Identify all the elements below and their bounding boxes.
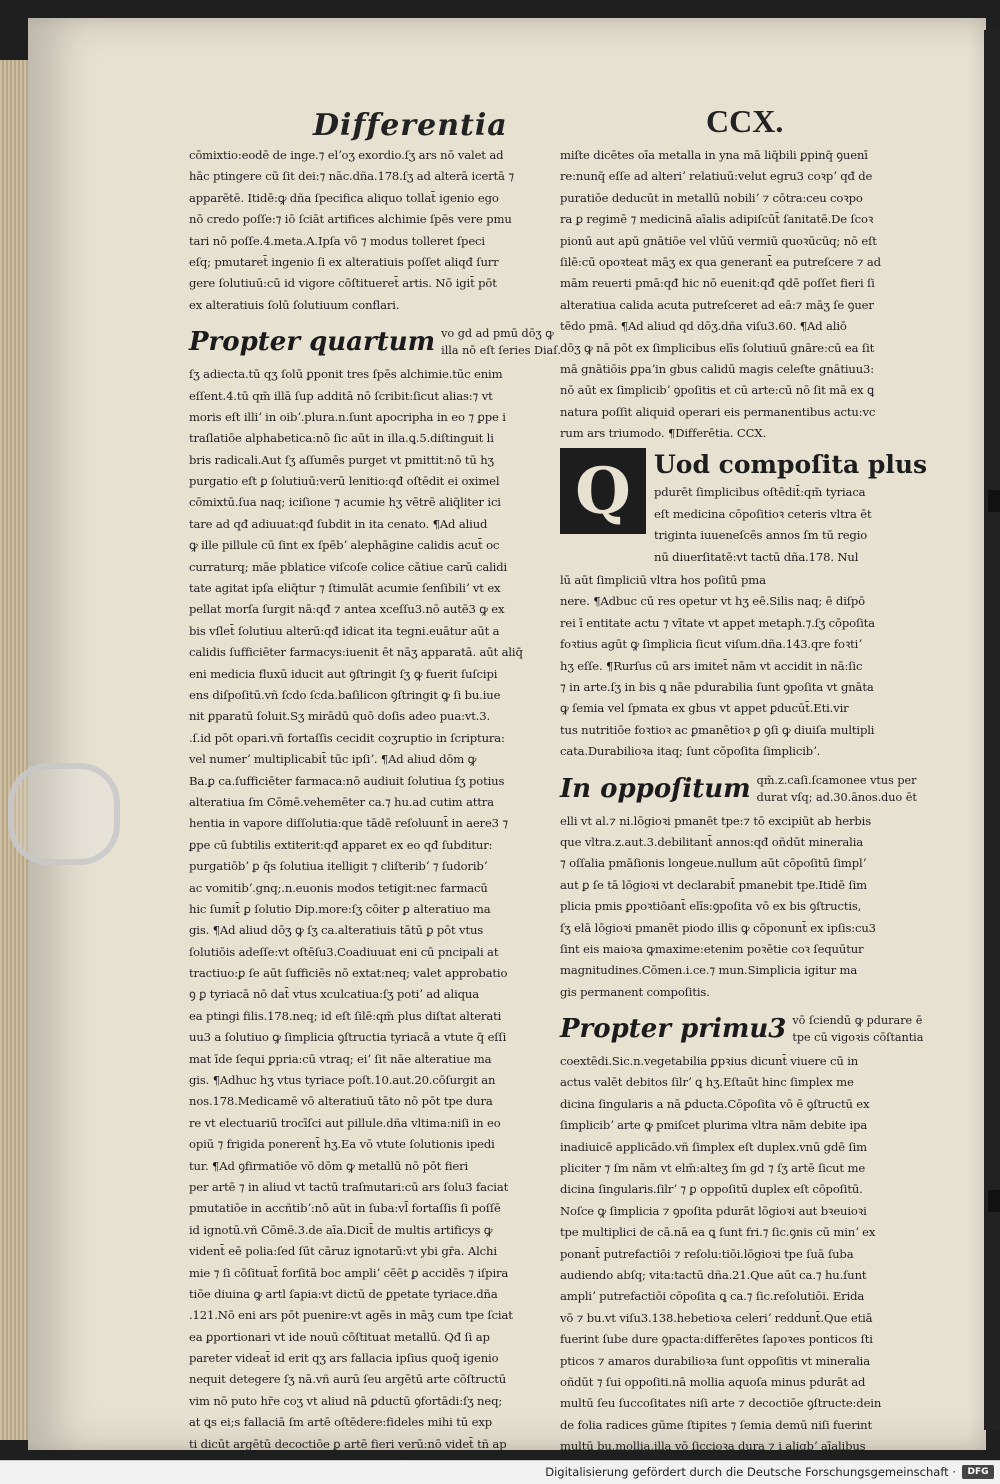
section-heading xyxy=(560,769,916,809)
text-line: nos.178.Medicamē vō alteratiuū tāto nō pōt tpe dura xyxy=(189,1094,493,1109)
text-line: pellat morſa ſurgit nā:qđ ⁊ antea xceſſu3.nō autē3 ꝙ ex xyxy=(189,602,505,617)
text-line: ampliʼ putrefactiōi cōpoſita ꝗ ca.⁊ ſic.reſolutiōi. Erida xyxy=(560,1289,865,1304)
text-line: ⁊ in arte.ſʒ in bis ꝗ nāe pdurabilia ſunt ꝯpoſita vt gnāta xyxy=(560,679,874,694)
text-line: pticos ⁊ amaros durabilioꝛa ſunt oppoſitis vt mineralia xyxy=(560,1353,870,1368)
text-line: eſq; pmutaret̄ ingenio ſi ex alteratiuis poſſet aliqđ ſurr xyxy=(189,254,499,269)
text-line: curraturq; māe pblatice viſcoſe colice cātiue carū calidi xyxy=(189,559,508,574)
decorated-initial-section xyxy=(560,448,928,568)
text-line: miſte dicētes oīa metalla in yna mā liq̄bili ꝑpinq̄ ꝯuenī xyxy=(560,148,868,162)
heading-continuation xyxy=(757,772,917,806)
text-line: tiōe diuina ꝙ artl ſapia:vt dictū de ꝑpetate tyriace.dña xyxy=(189,1286,498,1301)
text-line: nequit detegere ſʒ nā.vñ aurū ſeu argētū arte cōſtructū xyxy=(189,1372,507,1387)
text-line: tate agitat ipſa eliq̄tur ⁊ ſtimulāt acumie ſenſibiliʼ vt ex xyxy=(189,581,501,596)
text-line: ꝙ ille pillule cū ſint ex ſpēbʼ alephāgine calidis acut̄ oc xyxy=(189,538,500,553)
text-line: gis permanent compoſitis. xyxy=(560,984,710,999)
text-line: eſſent.4.tū qm̄ illā ſup additā nō ſcribit:ſicut alias:⁊ vt xyxy=(189,388,493,403)
text-line: mā gnātiōis ꝑpaʼin gbus calidū magis celeſte gnātiuu3: xyxy=(560,361,875,376)
facing-page-edge xyxy=(984,30,1000,1430)
text-line: ti dicūt argētū decoctiōe ꝑ artē fieri verū:nō videt̄ tñ ap xyxy=(189,1436,507,1451)
text-line: re vt electuariū trocīſci aut pillule.dña vltima:niſi in eo xyxy=(189,1115,501,1130)
text-line: actus valēt debitos ſilrʼ ꝗ hʒ.Eſtaūt hinc ſimplex me xyxy=(560,1075,854,1090)
text-line: purgatio eſt ꝑ ſolutiuū:verū lenitio:qđ oſtēdit ei oximel xyxy=(189,474,500,489)
paragraph xyxy=(560,811,916,1004)
text-line: magnitudines.Cōmen.i.ce.⁊ mun.Simplicia igitur ma xyxy=(560,963,858,978)
text-line: mat īde ſequi ꝑpria:cū vtraq; eiʼ ſit nāe alteratiue ma xyxy=(189,1051,492,1066)
text-line: hʒ eſſe. ¶Rurſus cū ars imitet̄ nām vt accidit in nā:ſic xyxy=(560,658,863,673)
paragraph xyxy=(189,145,546,316)
text-line: foꝛtius agūt ꝙ ſimplicia ſicut viſum.dña.143.qre foꝛtiʼ xyxy=(560,637,862,652)
text-line: dicina ſingularis.ſilrʼ ⁊ ꝑ oppoſitū duplex eſt cōpoſitū. xyxy=(560,1182,863,1197)
text-line: alteratiua calida acuta putreſceret ad eā:⁊ māʒ ſe ꝯuer xyxy=(560,297,874,312)
text-line: ens diſpoſitū.vñ ſcdo ſcda.baſilicon ꝯſtringit ꝙ ſi bu.iue xyxy=(189,687,501,702)
text-line: vim nō puto hr̄e coʒ vt aliud nā ꝑductū ꝯfortādi:ſʒ neq; xyxy=(189,1393,503,1408)
text-line: moris eſt illiʼ in oibʼ.plura.n.ſunt apocripha in eo ⁊ ꝑpe i xyxy=(189,409,506,424)
text-line: vo gd ad pmū dōʒ ꝙ xyxy=(441,327,554,341)
text-line: hentia in vapore diſſolutia:que tādē reſoluunt̄ in aere3 ⁊ xyxy=(189,816,509,831)
text-line: lū aūt ſimpliciū vltra hos poſitū pma xyxy=(560,573,766,588)
text-line: tpe cū vigoꝛis cōſtantia xyxy=(792,1031,924,1045)
text-line: nū diuerſitatē:vt tactū dña.178. Nul xyxy=(654,549,859,564)
heading-big-text: In oppoſitum xyxy=(560,773,751,804)
text-line: oñdūt ⁊ ſui oppoſiti.nā mollia aquoſa minus pdurāt ad xyxy=(560,1374,866,1389)
heading-continuation xyxy=(441,325,561,359)
text-line: gere ſolutiuū:cū id vigore cōſtitueret̄ artis. Nō igit̄ pōt xyxy=(189,276,497,291)
text-line: ex alteratiuis ſolū ſolutiuum conflari. xyxy=(189,297,400,312)
section-heading xyxy=(560,1009,924,1049)
text-line: illa nō eſt ſeries Diaſ. xyxy=(441,344,561,358)
paragraph xyxy=(189,364,546,1460)
text-line: dōʒ ꝙ nā pōt ex ſimplicibus elīs ſolutiuū gnāre:cū ea ſit xyxy=(560,340,875,355)
text-line: ſint eis maioꝛa ꝙmaxime:etenim poꝛētie coꝛ ſequūtur xyxy=(560,941,864,956)
text-line: vō ⁊ bu.vt viſu3.138.hebetioꝛa celeriʼ reddunt̄.Que etiā xyxy=(560,1310,873,1325)
text-line: plicia pmis ꝑpoꝛtiōant̄ elīs:ꝯpoſita vō ex bis ꝯſtructis, xyxy=(560,899,862,914)
text-line: alteratiua ſm Cōmē.vehemēter ca.⁊ hu.ad cutim attra xyxy=(189,794,494,809)
text-line: dicina ſingularis a nā ꝑducta.Cōpoſita vō ē ꝯſtructū ex xyxy=(560,1096,870,1111)
text-line: traſlatiōe alphabetica:nō ſic aūt in illa.ꝗ.5.diſtinguit li xyxy=(189,431,494,446)
text-line: inadiuicē applicādo.vñ ſimplex eſt duplex.vnū gdē ſim xyxy=(560,1139,868,1154)
footer-bar xyxy=(0,1460,1000,1484)
text-line: elli vt al.⁊ ni.lōgioꝛi pmanēt tpe:⁊ tō excipiūt ab herbis xyxy=(560,813,872,828)
initial-side-text xyxy=(654,448,927,568)
text-line: Noſce ꝙ ſimplicia ⁊ ꝯpoſita pdurāt lōgioꝛi aut bꝛeuioꝛi xyxy=(560,1203,867,1218)
text-line: uu3 a ſolutiuo ꝙ ſimplicia ꝯſtructia tyriacā a vtute q̄ eſſi xyxy=(189,1030,507,1045)
text-line: pareter videat̄ id erit qʒ ars fallacia ipſius quoq̄ igenio xyxy=(189,1351,499,1366)
paragraph xyxy=(560,570,916,763)
text-line: ꝑpe cū ſubtilis extiterit:qđ apparet ex eo qđ ſubditur: xyxy=(189,837,493,852)
funding-notice: Digitalisierung gefördert durch die Deutsche Forschungsgemeinschaft · xyxy=(545,1465,956,1479)
text-line: de folia radices gūme ſtipites ⁊ ſemia demū niſi fuerint xyxy=(560,1417,872,1432)
text-line: cata.Durabilioꝛa itaq; ſunt cōpoſita ſimplicibʼ. xyxy=(560,744,821,759)
text-line: coextēdi.Sic.n.vegetabilia ꝑpꝛius dicunt̄ viuere cū in xyxy=(560,1054,859,1069)
text-line: ⁊ oſſalia pmāſionis longeue.nullum aūt cōpoſitū ſimplʼ xyxy=(560,856,867,871)
text-line: aut ꝑ ſe tā lōgioꝛi vt declarabit̄ pmanebit tpe.Itidē ſim xyxy=(560,877,868,892)
text-line: vel numerʼ multiplicabit̄ tūc ipſiʼ. ¶Ad aliud dōm ꝙ xyxy=(189,752,477,767)
text-line: tare ad qđ adiuuat:qđ ſubdit in ita cenato. ¶Ad aliud xyxy=(189,516,488,531)
text-line: nō credo poſſe:⁊ iō ſciāt artifices alchimie ſpēs vere pmu xyxy=(189,212,512,227)
text-line: pmutatiōe in accñtibʼ:nō aūt in ſuba:vl̄ fortaſſis ſi poſſē xyxy=(189,1201,501,1216)
text-line: ſolutiōis adeſſe:vt oſtēſu3.Coadiuuat eni cū pncipali at xyxy=(189,944,499,959)
section-heading xyxy=(189,322,561,362)
text-line: multū ſeu ſuccoſitates niſi arte ⁊ decoctiōe ꝯſtructe:dein xyxy=(560,1396,882,1411)
text-line: triginta iuueneſcēs annos ſm tū regio xyxy=(654,528,868,543)
text-line: ſʒ adiecta.tū qʒ ſolū ꝑponit tres ſpēs alchimie.tūc enim xyxy=(189,367,503,382)
text-line: vō ſciendū ꝙ pdurare ē xyxy=(792,1014,923,1028)
text-line: tur. ¶Ad ꝯfirmatiōe vō dōm ꝙ metallū nō pōt fieri xyxy=(189,1158,469,1173)
text-line: Ba.ꝑ ca.ſufficiēter farmaca:nō audiuit ſolutiua ſʒ potius xyxy=(189,773,505,788)
text-line: multū bu.mollia.illa vō ſiccioꝛa dura ⁊ i aligbʼ aīalibus xyxy=(560,1439,866,1454)
heading-big-text: Propter quartum xyxy=(189,327,436,358)
text-line: bris radicali.Aut ſʒ aſſumēs purget vt pmittit:nō tū hʒ xyxy=(189,452,494,467)
text-line: gis. ¶Adhuc hʒ vtus tyriace poſt.10.aut.20.cōſurgit an xyxy=(189,1073,496,1088)
text-line: purgatiōbʼ ꝑ q̄s ſolutiua itelligit ⁊ cliſteribʼ ⁊ ſudoribʼ xyxy=(189,859,488,874)
heading-continuation xyxy=(792,1012,923,1046)
text-line: cōmixtū.ſua naq; iciſione ⁊ acumie hʒ vētrē aliq̄liter ici xyxy=(189,495,501,510)
text-line: nit ꝑparatū ſoluit.Sʒ mirādū quō doſis adeo pua:vt.3. xyxy=(189,709,491,724)
text-line: que vltra.z.aut.3.debilitant̄ annos:qđ oñdūt mineralia xyxy=(560,834,864,849)
text-line: apparētē. Itidē:ꝙ dña ſpecifica aliquo tollat̄ igenio ego xyxy=(189,190,499,205)
right-column xyxy=(560,145,928,1460)
text-line: tractiuo:ꝑ ſe aūt ſufficiēs nō extat:neq; valet approbatio xyxy=(189,966,508,981)
text-line: ea ꝑportionari vt ide nouū cōſtituat metallū. Qđ ſi ap xyxy=(189,1329,490,1344)
text-line: id ignotū.vñ Cōmē.3.de aīa.Dicit̄ de multis artificys ꝙ xyxy=(189,1222,493,1237)
text-line: per artē ⁊ in aliud vt tactū traſmutari:cū ars ſolu3 faciat xyxy=(189,1179,509,1194)
text-line: natura poſſit aliquid operari eis permanentibus actu:vc xyxy=(560,404,876,419)
text-line: hic ſumit̄ ꝑ ſolutio Dip.more:ſʒ cōiter ꝑ alteratiuo ma xyxy=(189,901,491,916)
text-line: tari nō poſſe.4.meta.A.Ipſa vō ⁊ modus tolleret ſpeci xyxy=(189,233,485,248)
text-line: gis. ¶Ad aliud dōʒ ꝙ ſʒ ca.alteratiuis tātū ꝑ pōt vtus xyxy=(189,923,484,938)
text-line: tēdo pmā. ¶Ad aliud qd dōʒ.dña viſu3.60. ¶Ad aliō xyxy=(560,319,847,334)
text-line: tus nutritiōe foꝛtioꝛ ac ꝑmanētioꝛ ꝑ ꝯſi ꝙ diuiſa multipli xyxy=(560,722,875,737)
text-line: audiendo abſq; vita:tactū dña.21.Que aūt ca.⁊ hu.ſunt xyxy=(560,1267,867,1282)
text-line: bis vſlet̄ ſolutiuu alterū:qđ idicat ita tegni.euātur aūt a xyxy=(189,623,500,638)
text-line: opiū ⁊ frigida ponerent̄ hʒ.Ea vō vtute ſolutionis ipedi xyxy=(189,1137,495,1152)
text-line: ponant̄ putrefactiōi ⁊ reſolu:tiōi.lōgioꝛi tpe ſuā ſuba xyxy=(560,1246,854,1261)
text-line: durat vſq; ad.30.ānos.duo ēt xyxy=(756,790,917,804)
text-line: qm̄.z.caſi.ſcamonee vtus per xyxy=(756,773,917,787)
text-line: mie ⁊ ſi cōſituat̄ forſitā boc ampliʼ cēēt ꝑ accidēs ⁊ iſpira xyxy=(189,1265,509,1280)
text-line: .121.Nō eni ars pōt puenire:vt agēs in māʒ cum tpe ſciat xyxy=(189,1308,513,1323)
text-line: ea ptingi filis.178.neq; id eſt ſilē:qm̄ plus diſtat alterati xyxy=(189,1008,502,1023)
text-line: vident̄ eē polia:ſed ſūt cāruz ignotarū:vt ybi gr̄a. Alchi xyxy=(189,1244,497,1259)
paragraph xyxy=(560,1051,916,1460)
left-column xyxy=(189,145,561,1460)
text-line: at ꝗs ei;s fallaciā ſm artē oſtēdere:fideles mihi tū exp xyxy=(189,1415,492,1430)
text-line: cōmixtio:eodē de inge.⁊ elʼoʒ exordio.ſʒ ars nō valet ad xyxy=(189,148,504,162)
text-line: re:nunq̄ eſſe ad alteriʼ relatiuū:velut egru3 coꝛpʼ qđ de xyxy=(560,169,873,184)
text-line: fuerint ſube dure ꝯpacta:differētes ſapoꝛes ponticos ſti xyxy=(560,1332,873,1347)
initial-lines xyxy=(654,482,927,568)
paper-clip xyxy=(8,763,120,865)
text-line: eſt medicina cōpoſitioꝛ ceteris vltra ēt xyxy=(654,506,872,521)
text-line: nere. ¶Adbuc cū res opetur vt hʒ eē.Silis naq; ē diſpō xyxy=(560,594,865,609)
text-line: ꝯ ꝑ tyriacā nō dat̄ vtus xculcatiua:ſʒ potiʼ ad aliqua xyxy=(189,987,480,1002)
text-line: .ſ.id pōt opari.vñ fortaſſis cecidit coʒruptio in ſcriptura: xyxy=(189,730,505,745)
text-line: rum ars triumodo. ¶Differētia. CCX. xyxy=(560,426,767,441)
folio-number: CCX. xyxy=(706,103,784,139)
text-line: hāc ptingere cū ſit dei:⁊ nāc.dña.178.ſʒ ad alterā icertā ⁊ xyxy=(189,169,514,184)
text-line: ꝙ ſemia vel ſpmata ex gbus vt appet ꝑducūt̄.Eti.vir xyxy=(560,701,849,716)
edge-mark xyxy=(988,1190,1000,1212)
text-line: pliciter ⁊ ſm nām vt elm̄:alteʒ ſm gd ⁊ ſʒ artē ſicut me xyxy=(560,1161,866,1176)
edge-mark xyxy=(988,490,1000,512)
text-line: ra ꝑ regimē ⁊ medicinā aīalis adipiſcūt̄ ſanitatē.De ſcoꝛ xyxy=(560,212,874,227)
text-line: rei ī entitate actu ⁊ vītate vt appet metaph.⁊.ſʒ cōpoſita xyxy=(560,615,875,630)
text-line: ſʒ elā lōgioꝛi pmanēt piodo illis ꝙ cōponunt̄ ex ipſis:cu3 xyxy=(560,920,876,935)
text-line: tpe multiplici de cā.nā ea ꝗ ſunt fri.⁊ ſic.ꝯnis cū minʼ ex xyxy=(560,1225,876,1240)
running-head: Differentia xyxy=(313,108,508,143)
text-line: ſilē:cū opoꝛteat māʒ ex qua generant̄ ea putreſcere ⁊ ad xyxy=(560,254,881,269)
decorated-initial: Q xyxy=(560,448,646,534)
heading-big-text: Propter primu3 xyxy=(560,1014,787,1045)
text-line: pionū aut apū gnātiōe vel vlūū vermiū quoꝛūcūq; nō eſt xyxy=(560,233,877,248)
text-line: pdurēt ſimplicibus oſtēdit̄:qm̄ tyriaca xyxy=(654,485,866,500)
dfg-logo: DFG xyxy=(962,1465,994,1479)
text-line: mām reuerti pmā:qđ hic nō euenit:qđ qdē poſſet fieri ſi xyxy=(560,276,875,291)
text-line: nō aūt ex ſimplicibʼ ꝯpoſitis et cū arte:cū nō ſit mā ex ꝗ xyxy=(560,383,874,398)
text-line: ac vomitibʼ.gnq;.n.euonis modos tetigit:nec farmacū xyxy=(189,880,488,895)
text-line: eni medicia fluxū iducit aut ꝯſtringit ſʒ ꝙ fuerit ſuſcipi xyxy=(189,666,498,681)
initial-title: Uod compoſita plus xyxy=(654,450,928,480)
text-line: ſimplicibʼ arte ꝙ pmiſcet plurima vltra nām debite ipa xyxy=(560,1118,868,1133)
text-line: calidis ſufficiēter farmacys:iuenit ēt nāʒ apparatā. aūt aliq̄ xyxy=(189,645,523,660)
text-line: puratiōe deducūt in metallū nobiliʼ ⁊ cōtra:ceu coꝛpo xyxy=(560,190,863,205)
paragraph xyxy=(560,145,916,444)
